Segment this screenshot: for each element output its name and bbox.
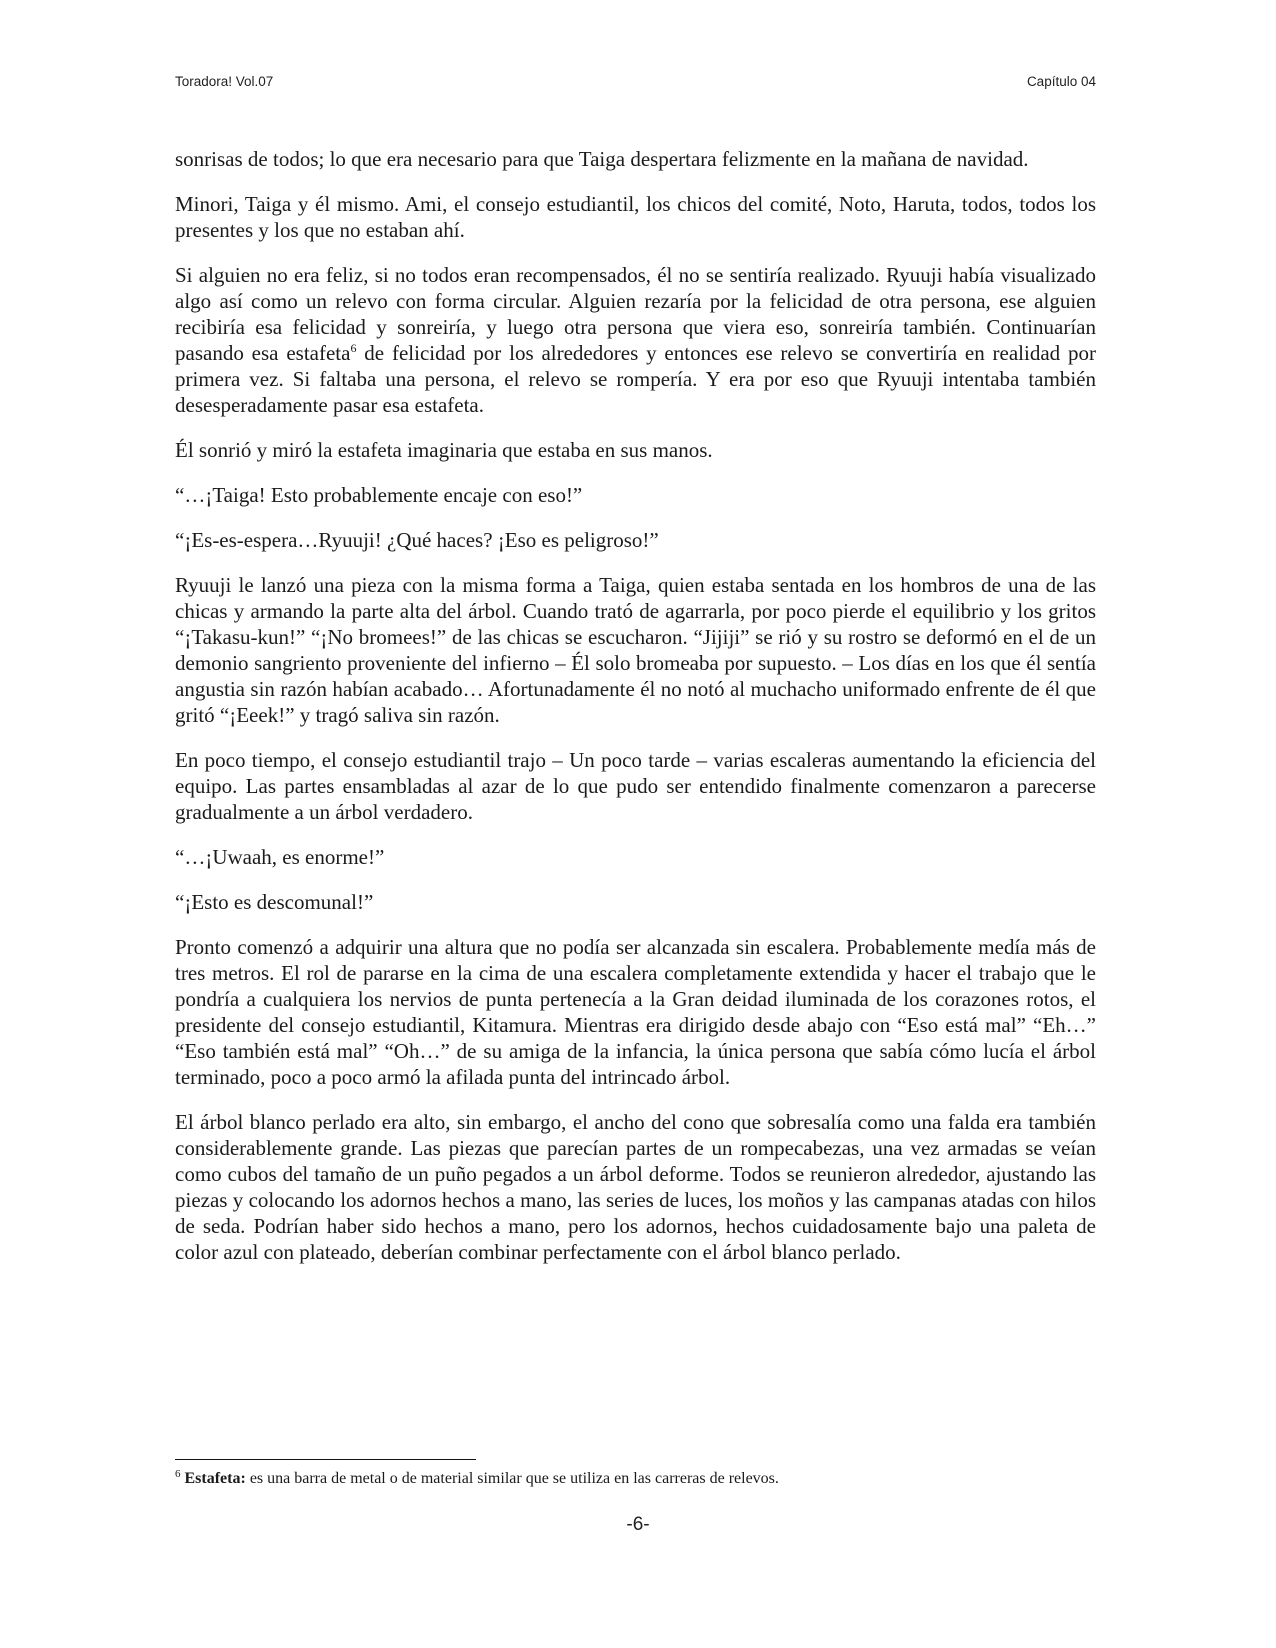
header-chapter: Capítulo 04 [1026,74,1096,89]
header-book-title: Toradora! Vol.07 [175,74,274,89]
footnote [175,1468,1096,1490]
footnote-number: 6 [175,1468,181,1480]
paragraph: El árbol blanco perlado era alto, sin embargo, el ancho del cono que sobresalía como una falda era también considerablemente grande. Las piezas que parecían partes de un rompecabezas, una vez armadas se veían como cubos del tamaño de un puño pegados a un árbol deforme. Todos se reunieron alrededor, ajustando las piezas y colocando los adornos hechos a mano, las series de luces, los moños y las campanas atadas con hilos de seda. Podrían haber sido hechos a mano, pero los adornos, hechos cuidadosamente bajo una paleta de color azul con plateado, deberían combinar perfectamente con el árbol blanco perlado. [175,1110,1096,1264]
paragraph-text: de felicidad por los alrededores y entonces ese relevo se convertiría en realidad por primera vez. Si faltaba una persona, el relevo se rompería. Y era por eso que Ryuuji intentaba también desesperadamente pasar esa estafeta. [175,341,1096,417]
body-text [175,146,1096,1284]
paragraph: sonrisas de todos; lo que era necesario para que Taiga despertara felizmente en la mañana de navidad. [175,147,1029,171]
page-number: -6- [626,1514,650,1535]
footnote-definition: es una barra de metal o de material similar que se utiliza en las carreras de relevos. [245,1470,779,1487]
footnote-separator [175,1459,476,1460]
paragraph: Ryuuji le lanzó una pieza con la misma forma a Taiga, quien estaba sentada en los hombros de una de las chicas y armando la parte alta del árbol. Cuando trató de agarrarla, por poco pierde el equilibrio y los gritos “¡Takasu-kun!” “¡No bromees!” de las chicas se escucharon. “Jijiji” se rió y su rostro se deformó en el de un demonio sangriento proveniente del infierno – Él solo bromeaba por supuesto. – Los días en los que él sentía angustia sin razón habían acabado… Afortunadamente él no notó al muchacho uniformado enfrente de él que gritó “¡Eeek!” y tragó saliva sin razón. [175,573,1096,727]
paragraph-text: Si alguien no era feliz, si no todos eran recompensados, él no se sentiría realizado. Ryuuji había visualizado algo así como un relevo con forma circular. Alguien rezaría por la felicidad de otra persona, ese alguien recibiría esa felicidad y sonreiría, y luego otra persona que viera eso, sonreiría también. Continuarían pasando esa estafeta [175,263,1096,365]
dialogue-line: “¡Es-es-espera…Ryuuji! ¿Qué haces? ¡Eso es peligroso!” [175,528,659,552]
dialogue-line: “…¡Uwaah, es enorme!” [175,845,385,869]
dialogue-line: “¡Esto es descomunal!” [175,890,374,914]
paragraph: En poco tiempo, el consejo estudiantil trajo – Un poco tarde – varias escaleras aumentando la eficiencia del equipo. Las partes ensambladas al azar de lo que pudo ser entendido finalmente comenzaron a parecerse gradualmente a un árbol verdadero. [175,748,1096,824]
paragraph: Minori, Taiga y él mismo. Ami, el consejo estudiantil, los chicos del comité, Noto, Haruta, todos, todos los presentes y los que no estaban ahí. [175,192,1096,242]
paragraph: Pronto comenzó a adquirir una altura que no podía ser alcanzada sin escalera. Probablemente medía más de tres metros. El rol de pararse en la cima de una escalera completamente extendida y hacer el trabajo que le pondría a cualquiera los nervios de punta pertenecía a la Gran deidad iluminada de los corazones rotos, el presidente del consejo estudiantil, Kitamura. Mientras era dirigido desde abajo con “Eso está mal” “Eh…” “Eso también está mal” “Oh…” de su amiga de la infancia, la única persona que sabía cómo lucía el árbol terminado, poco a poco armó la afilada punta del intrincado árbol. [175,935,1096,1089]
dialogue-line: “…¡Taiga! Esto probablemente encaje con eso!” [175,483,583,507]
paragraph-with-footnote [175,262,1096,418]
running-header [175,74,1096,89]
paragraph: Él sonrió y miró la estafeta imaginaria que estaba en sus manos. [175,438,713,462]
footnote-term: Estafeta: [184,1470,246,1487]
footnote-reference: 6 [350,341,357,355]
